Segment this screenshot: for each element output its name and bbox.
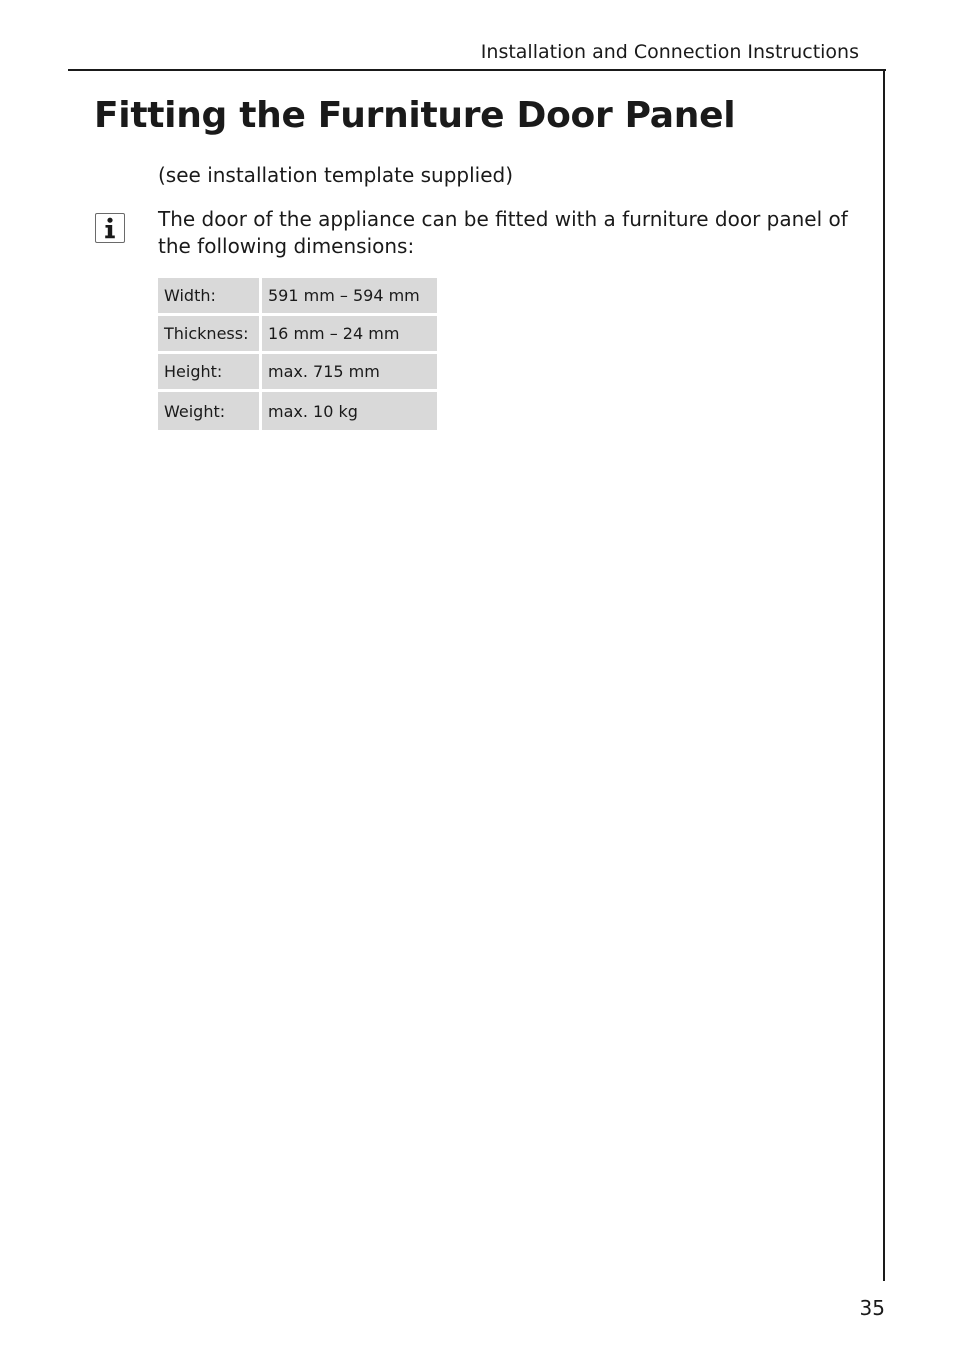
- dimensions-table: [158, 278, 437, 430]
- dimension-label: Height:: [158, 354, 262, 392]
- margin-rule: [883, 69, 885, 1281]
- table-row: [158, 392, 437, 430]
- info-note: The door of the appliance can be fitted with a furniture door panel of the following dimensions:: [158, 207, 848, 258]
- dimension-value: max. 715 mm: [262, 354, 437, 392]
- info-icon: [95, 213, 125, 243]
- dimension-value: 16 mm – 24 mm: [262, 316, 437, 354]
- dimension-label: Thickness:: [158, 316, 262, 354]
- dimension-value: 591 mm – 594 mm: [262, 278, 437, 316]
- running-header: Installation and Connection Instructions: [480, 41, 859, 63]
- dimension-label: Weight:: [158, 392, 262, 430]
- page-title: Fitting the Furniture Door Panel: [94, 95, 736, 136]
- table-row: [158, 316, 437, 354]
- header-rule: [68, 69, 886, 71]
- template-reference: (see installation template supplied): [158, 163, 514, 187]
- table-row: [158, 278, 437, 316]
- page-number: 35: [859, 1296, 885, 1320]
- table-row: [158, 354, 437, 392]
- dimension-label: Width:: [158, 278, 262, 316]
- dimension-value: max. 10 kg: [262, 392, 437, 430]
